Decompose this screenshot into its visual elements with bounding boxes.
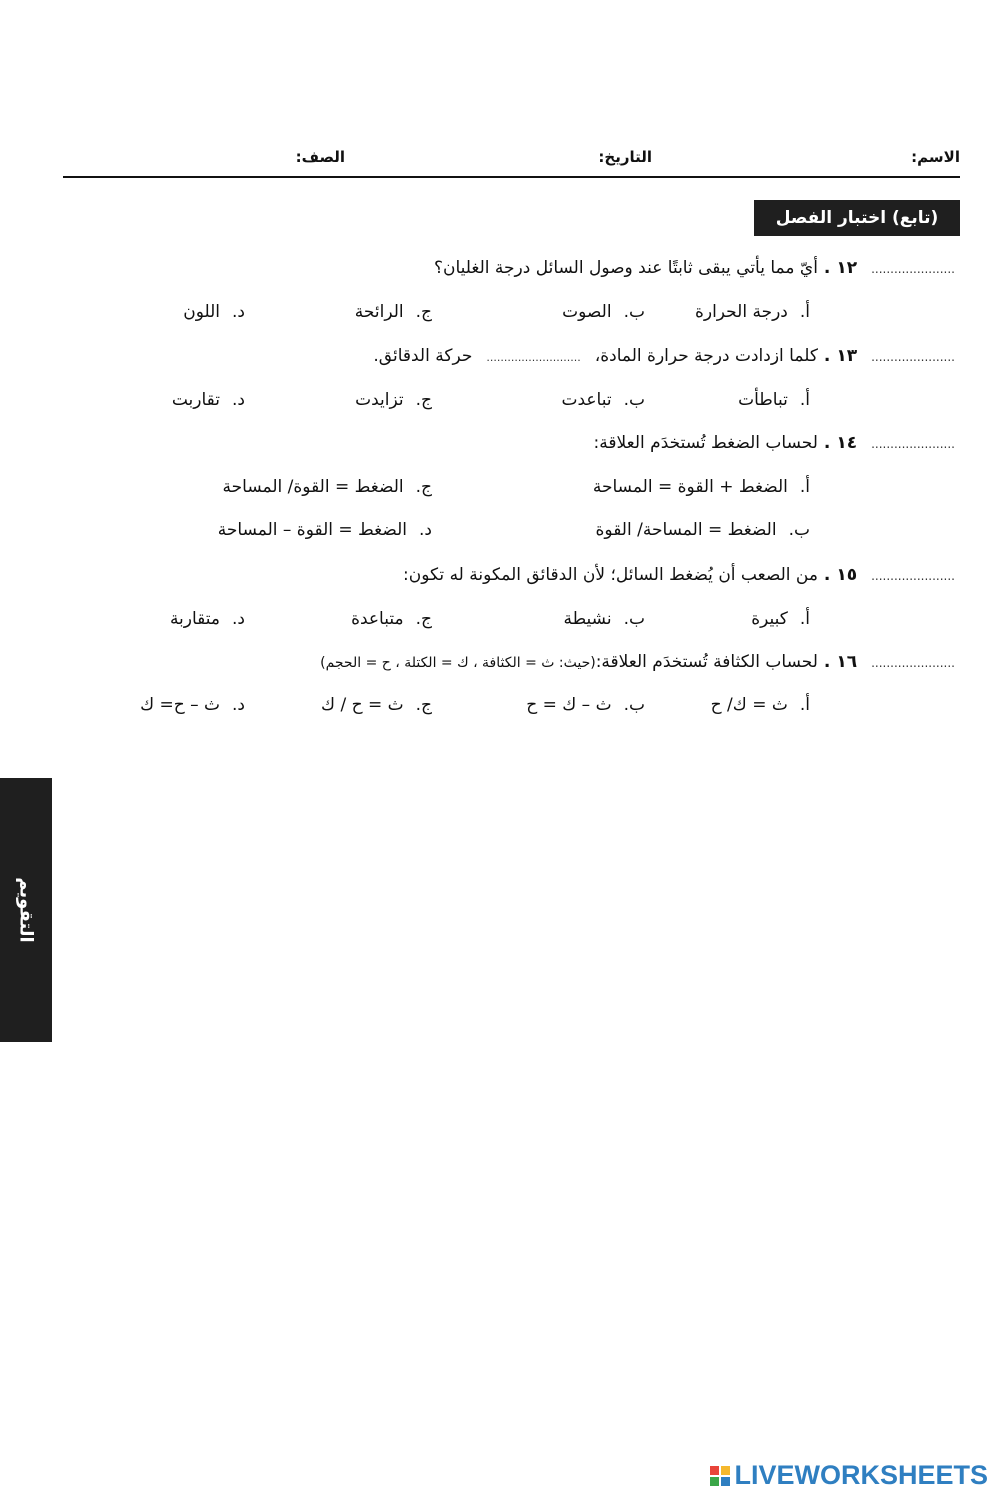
answer-blank[interactable]: ...................... (871, 437, 955, 451)
option-d[interactable] (170, 609, 245, 629)
option-a[interactable] (711, 695, 810, 715)
option-letter: ب. (623, 695, 645, 715)
option-text: نشيطة (563, 609, 612, 629)
option-text: متباعدة (351, 609, 404, 629)
option-text: ث = ك/ ح (710, 695, 788, 715)
answer-blank[interactable]: ...................... (871, 656, 955, 670)
question-text: لحساب الكثافة تُستخدَم العلاقة: (595, 652, 818, 672)
section-title: (تابع) اختبار الفصل (754, 200, 960, 236)
option-c[interactable] (223, 477, 432, 497)
option-text: تباطأت (738, 390, 788, 410)
question-text: كلما ازدادت درجة حرارة المادة، (594, 346, 818, 366)
name-label: الاسم: (911, 148, 960, 166)
logo-square (721, 1466, 730, 1475)
option-letter: ج. (415, 477, 432, 497)
option-text: الرائحة (354, 302, 404, 322)
question-13 (373, 346, 955, 366)
option-a[interactable] (738, 390, 810, 410)
date-label: التاريخ: (598, 148, 652, 166)
question-number: ١٢ . (823, 258, 858, 278)
question-text: أيّ مما يأتي يبقى ثابتًا عند وصول السائل درجة الغليان؟ (433, 258, 818, 278)
option-letter: أ. (799, 695, 810, 715)
question-note: (حيث: ث = الكثافة ، ك = الكتلة ، ح = الحجم) (320, 655, 596, 671)
header-divider (63, 176, 960, 178)
option-a[interactable] (593, 477, 810, 497)
class-label: الصف: (295, 148, 345, 166)
option-d[interactable] (183, 302, 245, 322)
option-text: الضغط = القوة/ المساحة (222, 477, 404, 497)
option-b[interactable] (561, 390, 645, 410)
question-text-end: حركة الدقائق. (373, 346, 473, 366)
option-b[interactable] (562, 302, 645, 322)
question-text: لحساب الضغط تُستخدَم العلاقة: (593, 433, 818, 453)
logo-square (710, 1477, 719, 1486)
option-letter: أ. (799, 609, 810, 629)
logo-text: LIVEWORKSHEETS (734, 1460, 988, 1490)
option-a[interactable] (695, 302, 810, 322)
option-text: كبيرة (751, 609, 788, 629)
option-letter: د. (232, 609, 245, 629)
option-b[interactable] (596, 520, 810, 540)
answer-blank[interactable]: ...................... (871, 350, 955, 364)
option-text: الصوت (562, 302, 612, 322)
option-letter: ج. (415, 609, 432, 629)
option-c[interactable] (321, 695, 432, 715)
answer-blank[interactable]: ...................... (871, 569, 955, 583)
option-d[interactable] (218, 520, 432, 540)
option-text: ث – ك = ح (526, 695, 612, 715)
option-text: اللون (183, 302, 221, 322)
logo-square (721, 1477, 730, 1486)
logo-square (710, 1466, 719, 1475)
option-letter: د. (419, 520, 432, 540)
option-b[interactable] (563, 609, 645, 629)
option-text: تزايدت (355, 390, 404, 410)
option-letter: د. (232, 302, 245, 322)
option-text: درجة الحرارة (694, 302, 788, 322)
question-14 (594, 433, 955, 453)
option-text: متقاربة (169, 609, 221, 629)
liveworksheets-logo (710, 1460, 988, 1491)
question-number: ١٦ . (823, 652, 858, 672)
option-c[interactable] (355, 302, 432, 322)
inline-blank[interactable]: ........................... (486, 351, 581, 364)
option-letter: أ. (799, 390, 810, 410)
option-letter: ب. (623, 302, 645, 322)
option-text: ث – ح= ك (140, 695, 221, 715)
option-letter: د. (232, 695, 245, 715)
option-letter: ج. (415, 695, 432, 715)
option-a[interactable] (751, 609, 810, 629)
option-d[interactable] (140, 695, 245, 715)
option-text: ث = ح / ك (321, 695, 404, 715)
option-text: الضغط + القوة = المساحة (592, 477, 788, 497)
option-letter: ب. (623, 390, 645, 410)
option-text: تباعدت (561, 390, 612, 410)
option-c[interactable] (355, 390, 432, 410)
answer-blank[interactable]: ...................... (871, 262, 955, 276)
question-number: ١٤ . (823, 433, 858, 453)
option-letter: أ. (799, 302, 810, 322)
logo-mark-icon (710, 1466, 730, 1486)
option-text: تقاربت (171, 390, 221, 410)
option-letter: ب. (623, 609, 645, 629)
question-number: ١٥ . (823, 565, 858, 585)
option-letter: ب. (788, 520, 810, 540)
question-12 (434, 258, 955, 278)
side-tab-label: التقويم (15, 877, 37, 943)
question-number: ١٣ . (823, 346, 858, 366)
question-text: من الصعب أن يُضغط السائل؛ لأن الدقائق المكونة له تكون: (403, 565, 818, 585)
question-16 (320, 652, 955, 672)
option-text: الضغط = المساحة/ القوة (595, 520, 777, 540)
option-letter: ج. (415, 302, 432, 322)
option-b[interactable] (526, 695, 645, 715)
option-letter: د. (232, 390, 245, 410)
option-letter: أ. (799, 477, 810, 497)
option-text: الضغط = القوة – المساحة (217, 520, 408, 540)
question-15 (403, 565, 955, 585)
option-letter: ج. (415, 390, 432, 410)
option-d[interactable] (172, 390, 245, 410)
option-c[interactable] (351, 609, 432, 629)
side-tab (0, 778, 52, 1042)
